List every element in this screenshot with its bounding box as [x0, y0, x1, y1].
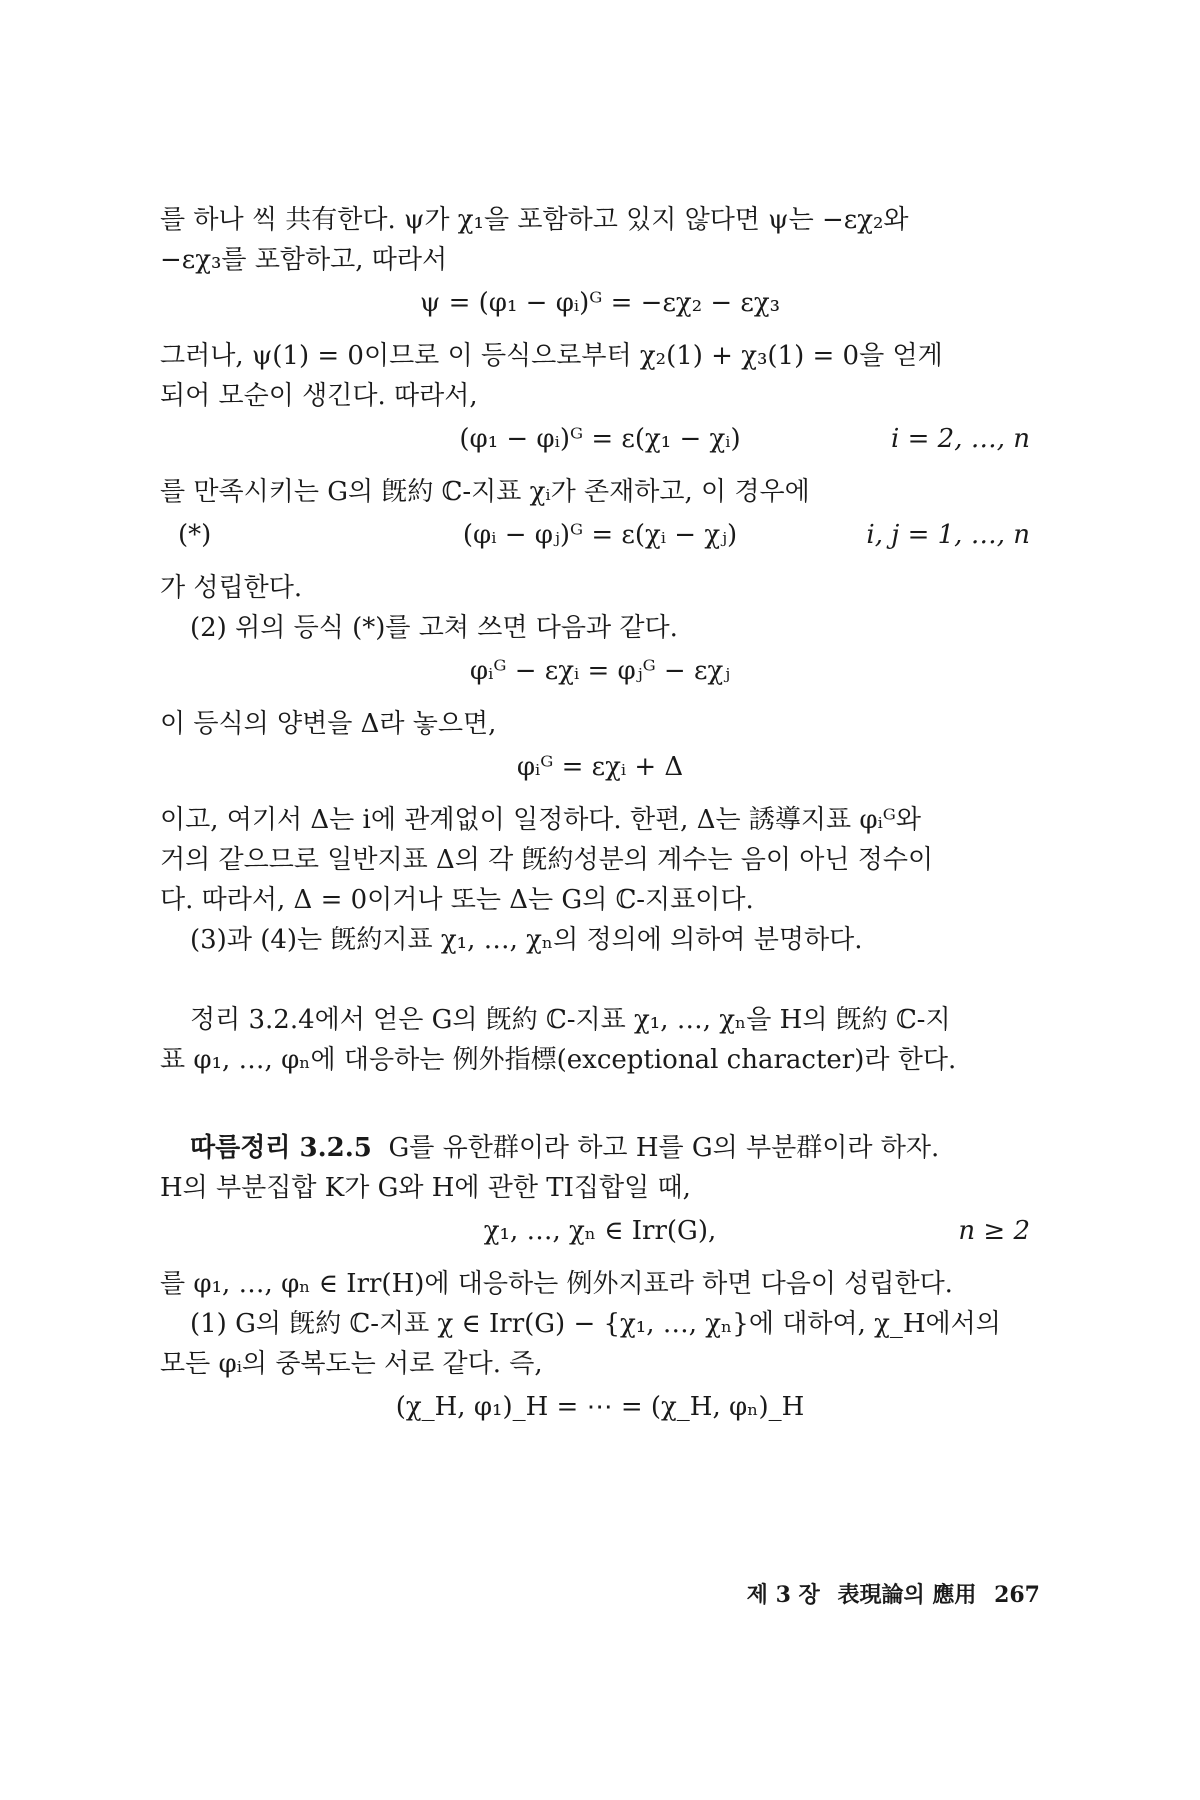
equation-body: (χ_H, φ₁)_H = ⋯ = (χ_H, φₙ)_H — [395, 1392, 805, 1422]
page-number: 267 — [994, 1582, 1040, 1608]
text-line: H의 부분집합 K가 G와 H에 관한 TI집합일 때, — [160, 1173, 691, 1203]
equation-condition: n ≥ 2 — [958, 1216, 1030, 1246]
text-line: (2) 위의 등식 (*)를 고쳐 쓰면 다음과 같다. — [190, 613, 678, 643]
chapter-label: 제 3 장 — [746, 1582, 820, 1608]
equation-condition: i = 2, …, n — [891, 424, 1030, 454]
text-line: (3)과 (4)는 旣約지표 χ₁, …, χₙ의 정의에 의하여 분명하다. — [190, 925, 863, 955]
equation — [160, 512, 1040, 568]
equation-body: χ₁, …, χₙ ∈ Irr(G), — [483, 1216, 717, 1246]
text-line: 모든 φᵢ의 중복도는 서로 같다. 즉, — [160, 1349, 543, 1379]
equation-body: φᵢᴳ − εχᵢ = φⱼᴳ − εχⱼ — [469, 656, 731, 686]
page-body — [160, 200, 1040, 1440]
text-line: 그러나, ψ(1) = 0이므로 이 등식으로부터 χ₂(1) + χ₃(1) = 0을 얻게 — [160, 341, 943, 371]
equation — [160, 1208, 1040, 1264]
corollary-text: G를 유한群이라 하고 H를 G의 부분群이라 하자. — [388, 1133, 940, 1163]
text-line: 이 등식의 양변을 Δ라 놓으면, — [160, 709, 497, 739]
page-footer — [160, 1578, 1040, 1609]
text-line: 되어 모순이 생긴다. 따라서, — [160, 381, 478, 411]
text-line: 를 φ₁, …, φₙ ∈ Irr(H)에 대응하는 例外지표라 하면 다음이 성립한다. — [160, 1269, 953, 1299]
text-line: (1) G의 旣約 ℂ-지표 χ ∈ Irr(G) − {χ₁, …, χₙ}에 대하여, χ_H에서의 — [190, 1309, 1001, 1339]
text-line: 이고, 여기서 Δ는 i에 관계없이 일정하다. 한편, Δ는 誘導지표 φᵢᴳ와 — [160, 805, 921, 835]
corollary-title: 따름정리 3.2.5 — [190, 1133, 372, 1163]
equation — [160, 416, 1040, 472]
equation — [160, 280, 1040, 336]
equation — [160, 648, 1040, 704]
equation — [160, 744, 1040, 800]
equation-body: ψ = (φ₁ − φᵢ)ᴳ = −εχ₂ − εχ₃ — [419, 288, 781, 318]
corollary-heading — [160, 1128, 1040, 1168]
definition-line: 표 φ₁, …, φₙ에 대응하는 例外指標(exceptional character)라 한다. — [160, 1045, 957, 1075]
equation-body: (φᵢ − φⱼ)ᴳ = ε(χᵢ − χⱼ) — [462, 520, 738, 550]
text-line: 거의 같으므로 일반지표 Δ의 각 旣約성분의 계수는 음이 아닌 정수이 — [160, 845, 934, 875]
equation-condition: i, j = 1, …, n — [866, 520, 1030, 550]
text-line: 를 만족시키는 G의 旣約 ℂ-지표 χᵢ가 존재하고, 이 경우에 — [160, 477, 810, 507]
chapter-title: 表現論의 應用 — [837, 1582, 977, 1608]
equation-label: (*) — [178, 520, 212, 550]
equation-body: φᵢᴳ = εχᵢ + Δ — [516, 752, 684, 782]
text-line: 가 성립한다. — [160, 573, 303, 603]
text-line: 다. 따라서, Δ = 0이거나 또는 Δ는 G의 ℂ-지표이다. — [160, 885, 754, 915]
equation — [160, 1384, 1040, 1440]
text-line: −εχ₃를 포함하고, 따라서 — [160, 245, 448, 275]
definition-line: 정리 3.2.4에서 얻은 G의 旣約 ℂ-지표 χ₁, …, χₙ을 H의 旣約 ℂ-지 — [190, 1005, 951, 1035]
text-line: 를 하나 씩 共有한다. ψ가 χ₁을 포함하고 있지 않다면 ψ는 −εχ₂와 — [160, 205, 909, 235]
equation-body: (φ₁ − φᵢ)ᴳ = ε(χ₁ − χᵢ) — [459, 424, 741, 454]
